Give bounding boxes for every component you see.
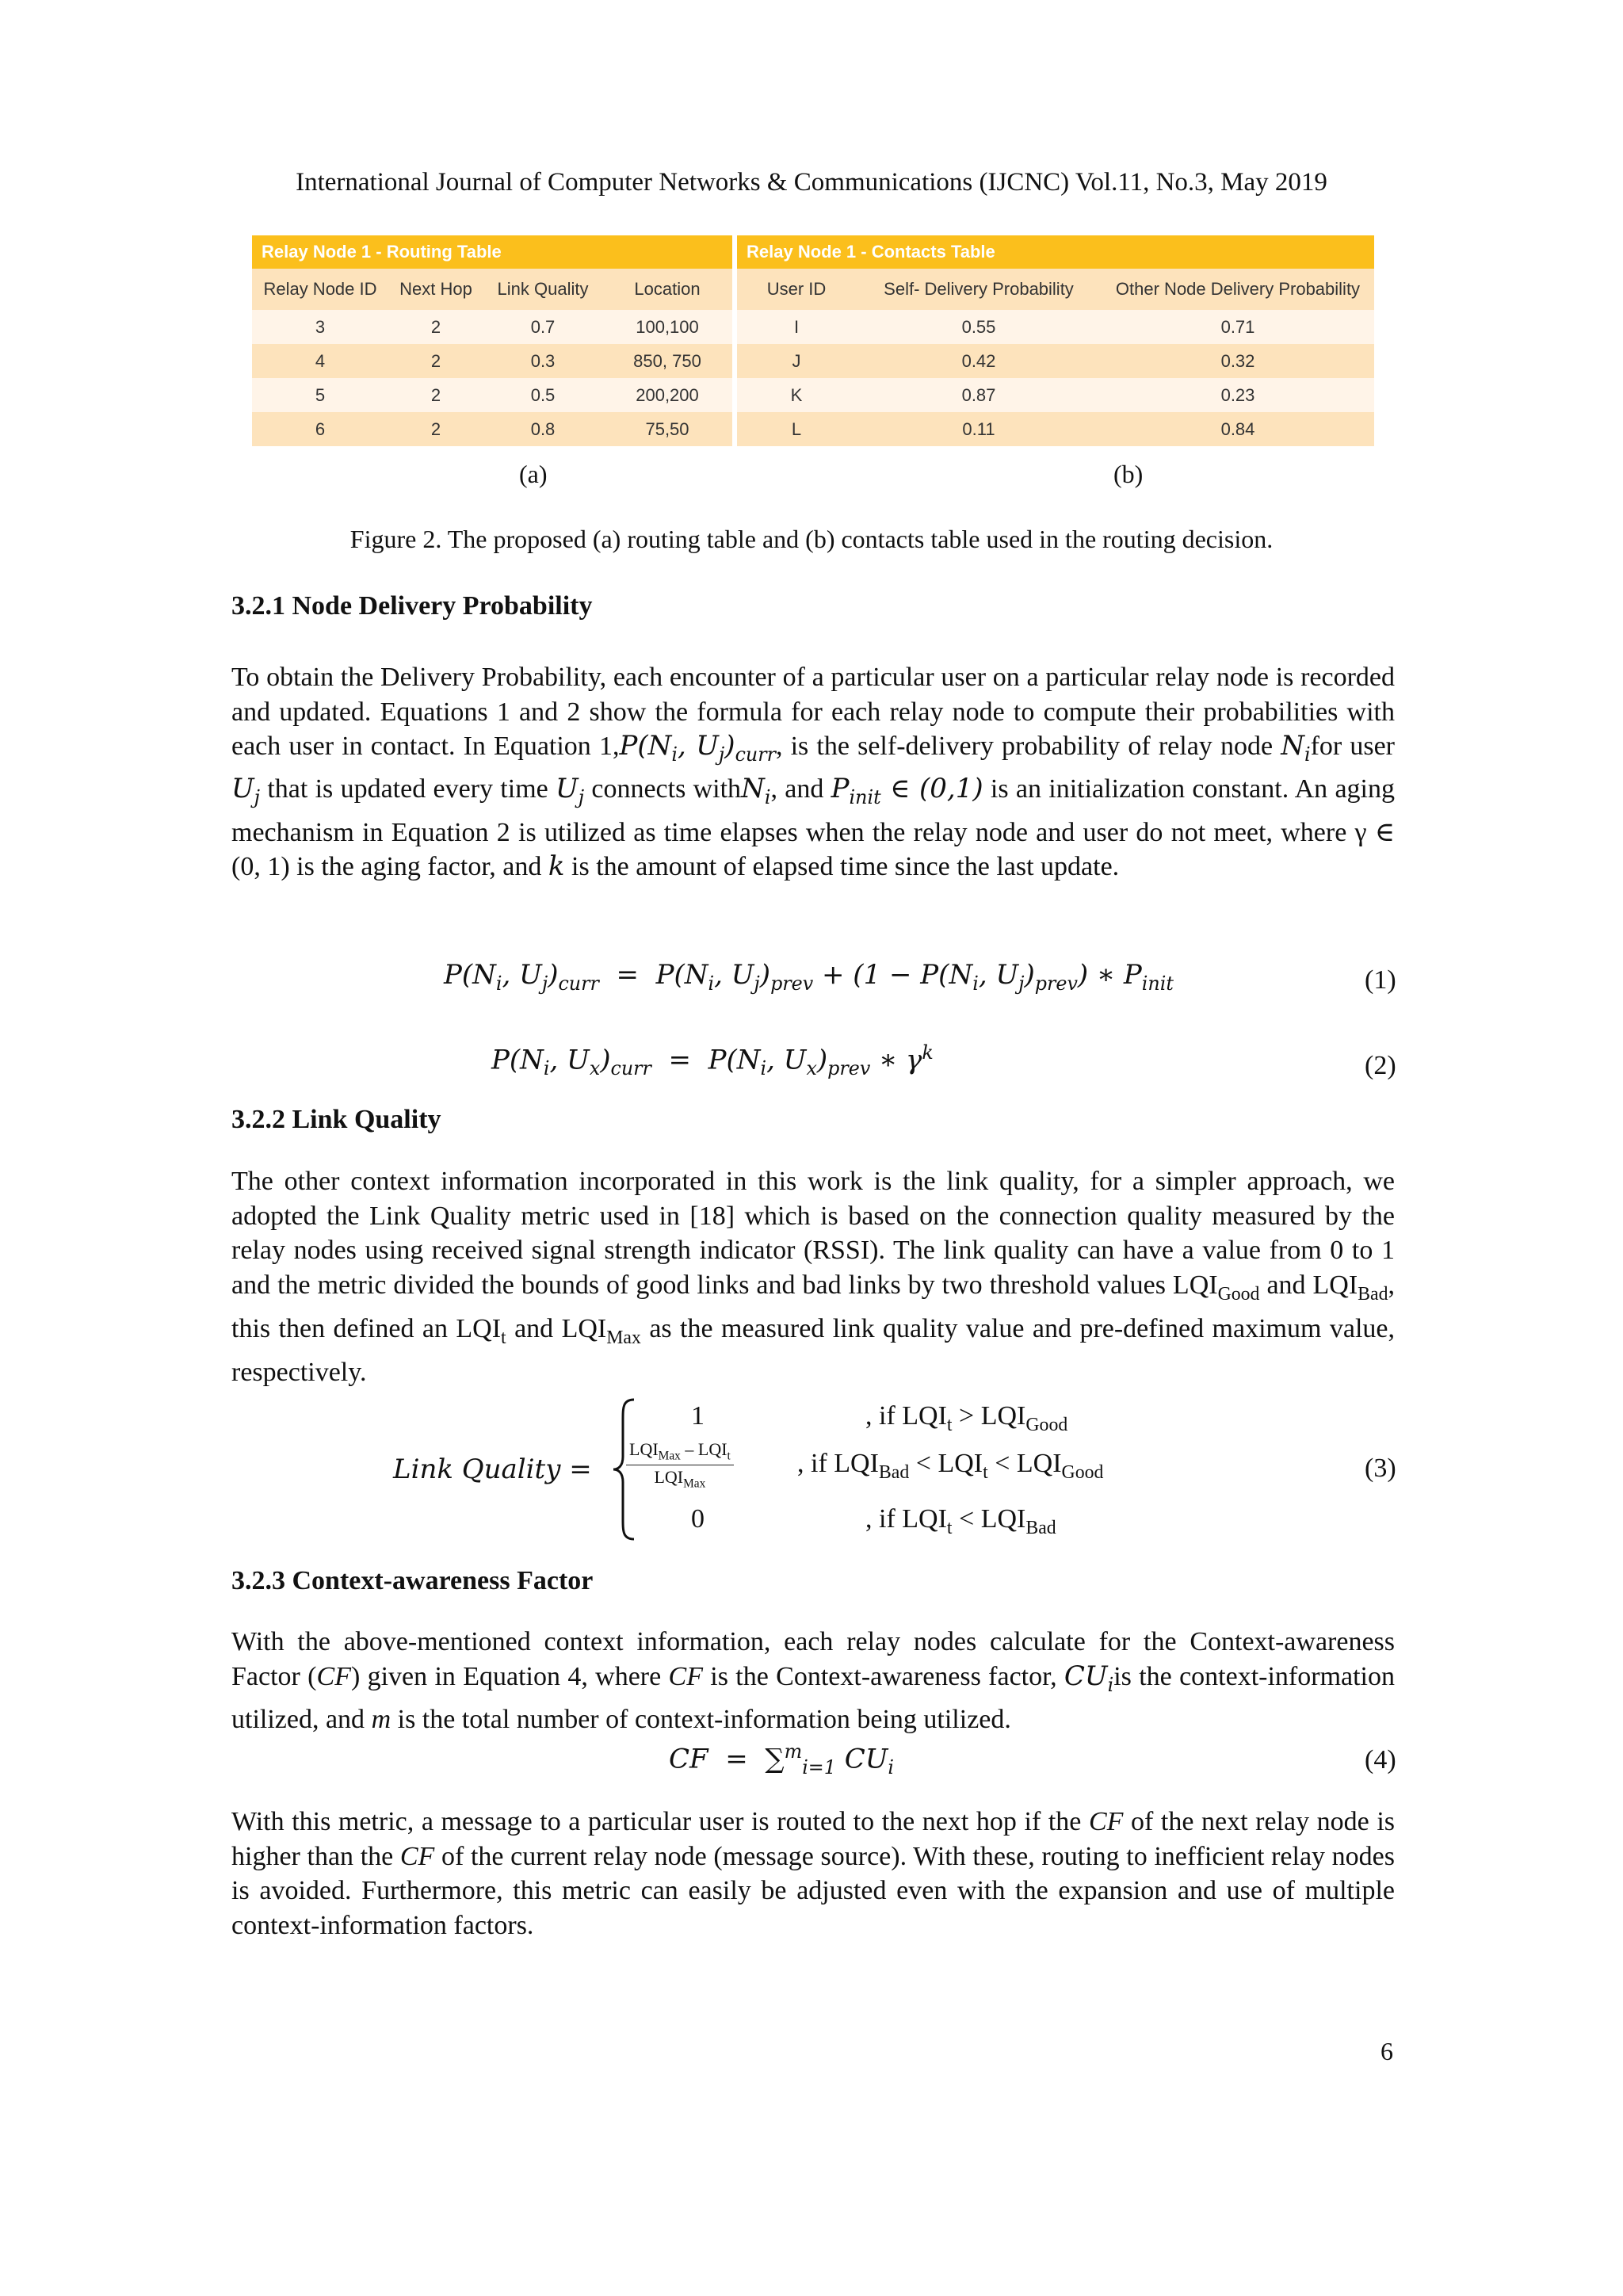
table-cell: 2 [388, 412, 483, 446]
table-row [252, 412, 732, 446]
table-cell: 0.11 [856, 412, 1102, 446]
table-row [252, 310, 732, 344]
table-cell: 0.55 [856, 310, 1102, 344]
routing-col-header: Link Quality [483, 269, 602, 310]
table-cell: 4 [252, 344, 388, 378]
table-row [252, 378, 732, 412]
table-cell: I [737, 310, 856, 344]
table-cell: 0.84 [1102, 412, 1374, 446]
equation-number: (4) [1365, 1745, 1396, 1775]
table-cell: 5 [252, 378, 388, 412]
table-cell: 100,100 [602, 310, 732, 344]
table-row [737, 310, 1374, 344]
table-cell: 0.5 [483, 378, 602, 412]
equation-1: $P(N_i$, $U_j)_{curr} = P(N_i$, $U_j)_{prev} + (1 - P(N_i$, $U_j)_{prev}$) ∗ $P_{init}$ [444, 959, 1174, 995]
equation-number: (3) [1365, 1454, 1396, 1483]
page-number: 6 [1381, 2037, 1393, 2065]
equation-4: CF = ∑$^m_{i=1}$ $CU_i$ [669, 1740, 894, 1779]
table-cell: 75,50 [602, 412, 732, 446]
equation-lhs: Link Quality = [393, 1454, 592, 1485]
journal-header: International Journal of Computer Networks & Communications (IJCNC) Vol.11, No.3, May 2019 [296, 168, 1327, 197]
table-cell: 3 [252, 310, 388, 344]
contacts-col-header: User ID [737, 269, 856, 310]
equation-number: (1) [1365, 965, 1396, 995]
math-expression: $N_i$ [1281, 730, 1311, 766]
table-cell: 0.8 [483, 412, 602, 446]
table-cell: 200,200 [602, 378, 732, 412]
contacts-col-header: Other Node Delivery Probability [1102, 269, 1374, 310]
sub-label-a: (a) [519, 460, 548, 488]
math-expression: $U_j$ [231, 773, 261, 809]
equation-number: (2) [1365, 1051, 1396, 1080]
table-row [737, 412, 1374, 446]
routing-table-title: Relay Node 1 - Routing Table [252, 235, 732, 269]
paragraph-delivery-probability: To obtain the Delivery Probability, each encounter of a particular user on a particular relay node is recorded and updated. Equations 1 and 2 show the formula for each relay node to compute their probabilities with each user in contact. In Equation $1,P(N_i$, $U_j)_{curr}$, is the self-delivery probability of relay node $N_ifor$ user $U_j$ that is updated every time $U_j$ connects withN$_i$, and $P_{init}$ ∈ (0,1) is an initialization constant. An aging mechanism in Equation 2 is utilized as time elapses when the relay node and user do not meet, where γ ∈ (0, 1) is the aging factor, and k is the amount of elapsed time since the last update. [231, 663, 1395, 883]
routing-col-header: Relay Node ID [252, 269, 388, 310]
table-cell: J [737, 344, 856, 378]
equation-2: $P(N_i$, $U_x)_{curr} = P(N_i$, $U_x)_{prev}$ ∗ $\gamma^k$ [491, 1041, 934, 1080]
math-expression: $P(N_i$, $U_j)_{curr}$ [619, 730, 776, 766]
case-value-1: 1 [691, 1401, 705, 1431]
paragraph-context-factor: With the above-mentioned context information, each relay nodes calculate for the Context-awareness Factor (CF) given in Equation 4, where CF is the Context-awareness factor, $CU_iis$ the context-information utilized, and m is the total number of context-information being utilized. [231, 1627, 1395, 1734]
math-expression: k [548, 850, 565, 883]
table-cell: 0.23 [1102, 378, 1374, 412]
table-cell: 2 [388, 378, 483, 412]
table-cell: L [737, 412, 856, 446]
table-cell: 0.42 [856, 344, 1102, 378]
table-cell: 0.87 [856, 378, 1102, 412]
case-condition-1: , if $LQI_t > LQI_{Good}$ [865, 1401, 1068, 1435]
table-cell: 2 [388, 310, 483, 344]
figure-caption: Figure 2. The proposed (a) routing table and (b) contacts table used in the routing decision. [349, 525, 1274, 553]
routing-col-header: Location [602, 269, 732, 310]
table-cell: 0.7 [483, 310, 602, 344]
paragraph-link-quality: The other context information incorporated in this work is the link quality, for a simpler approach, we adopted the Link Quality metric used in [18] which is based on the connection quality measured by the relay nodes using received signal strength indicator (RSSI). The link quality can have a value from 0 to 1 and the metric divided the bounds of good links and bad links by two threshold values $LQI_{Good}$ and $LQI_{Bad}$, this then defined an $LQI_t$ and $LQI_{Max}$ as the measured link quality value and pre-defined maximum value, respectively. [231, 1167, 1395, 1388]
contacts-col-header: Self- Delivery Probability [856, 269, 1102, 310]
math-expression: $U_j$ [556, 773, 585, 809]
sub-label-b: (b) [1113, 460, 1144, 488]
contacts-table-title: Relay Node 1 - Contacts Table [737, 235, 1374, 269]
math-expression: $P_{init}$ ∈ (0,1) [831, 773, 983, 809]
table-cell: 2 [388, 344, 483, 378]
table-cell: K [737, 378, 856, 412]
case-condition-2: , if $LQI_{Bad} < LQI_t < LQI_{Good}$ [797, 1449, 1104, 1483]
paragraph-routing-metric: With this metric, a message to a particular user is routed to the next hop if the CF of the next relay node is higher than the CF of the current relay node (message source). With these, routing to inefficient relay nodes is avoided. Furthermore, this metric can easily be adjusted even with the expansion and use of multiple context-information factors. [231, 1807, 1395, 1940]
case-fraction: $\frac{LQI_{Max} - LQI_t}{LQI_{Max}}$ [626, 1439, 734, 1492]
table-cell: 0.32 [1102, 344, 1374, 378]
section-heading: 3.2.3 Context-awareness Factor [231, 1566, 594, 1595]
table-row [737, 344, 1374, 378]
table-cell: 0.3 [483, 344, 602, 378]
routing-table [252, 235, 732, 446]
math-expression: $N_i$ [741, 773, 771, 809]
table-cell: 6 [252, 412, 388, 446]
section-heading: 3.2.2 Link Quality [231, 1105, 441, 1134]
math-expression: $CU_i$ [1064, 1660, 1114, 1696]
routing-col-header: Next Hop [388, 269, 483, 310]
case-value-3: 0 [691, 1504, 705, 1534]
contacts-table [737, 235, 1374, 446]
table-row [737, 378, 1374, 412]
table-row [252, 344, 732, 378]
table-cell: 0.71 [1102, 310, 1374, 344]
case-condition-3: , if $LQI_t < LQI_{Bad}$ [865, 1504, 1056, 1538]
table-cell: 850, 750 [602, 344, 732, 378]
section-heading: 3.2.1 Node Delivery Probability [231, 591, 593, 621]
